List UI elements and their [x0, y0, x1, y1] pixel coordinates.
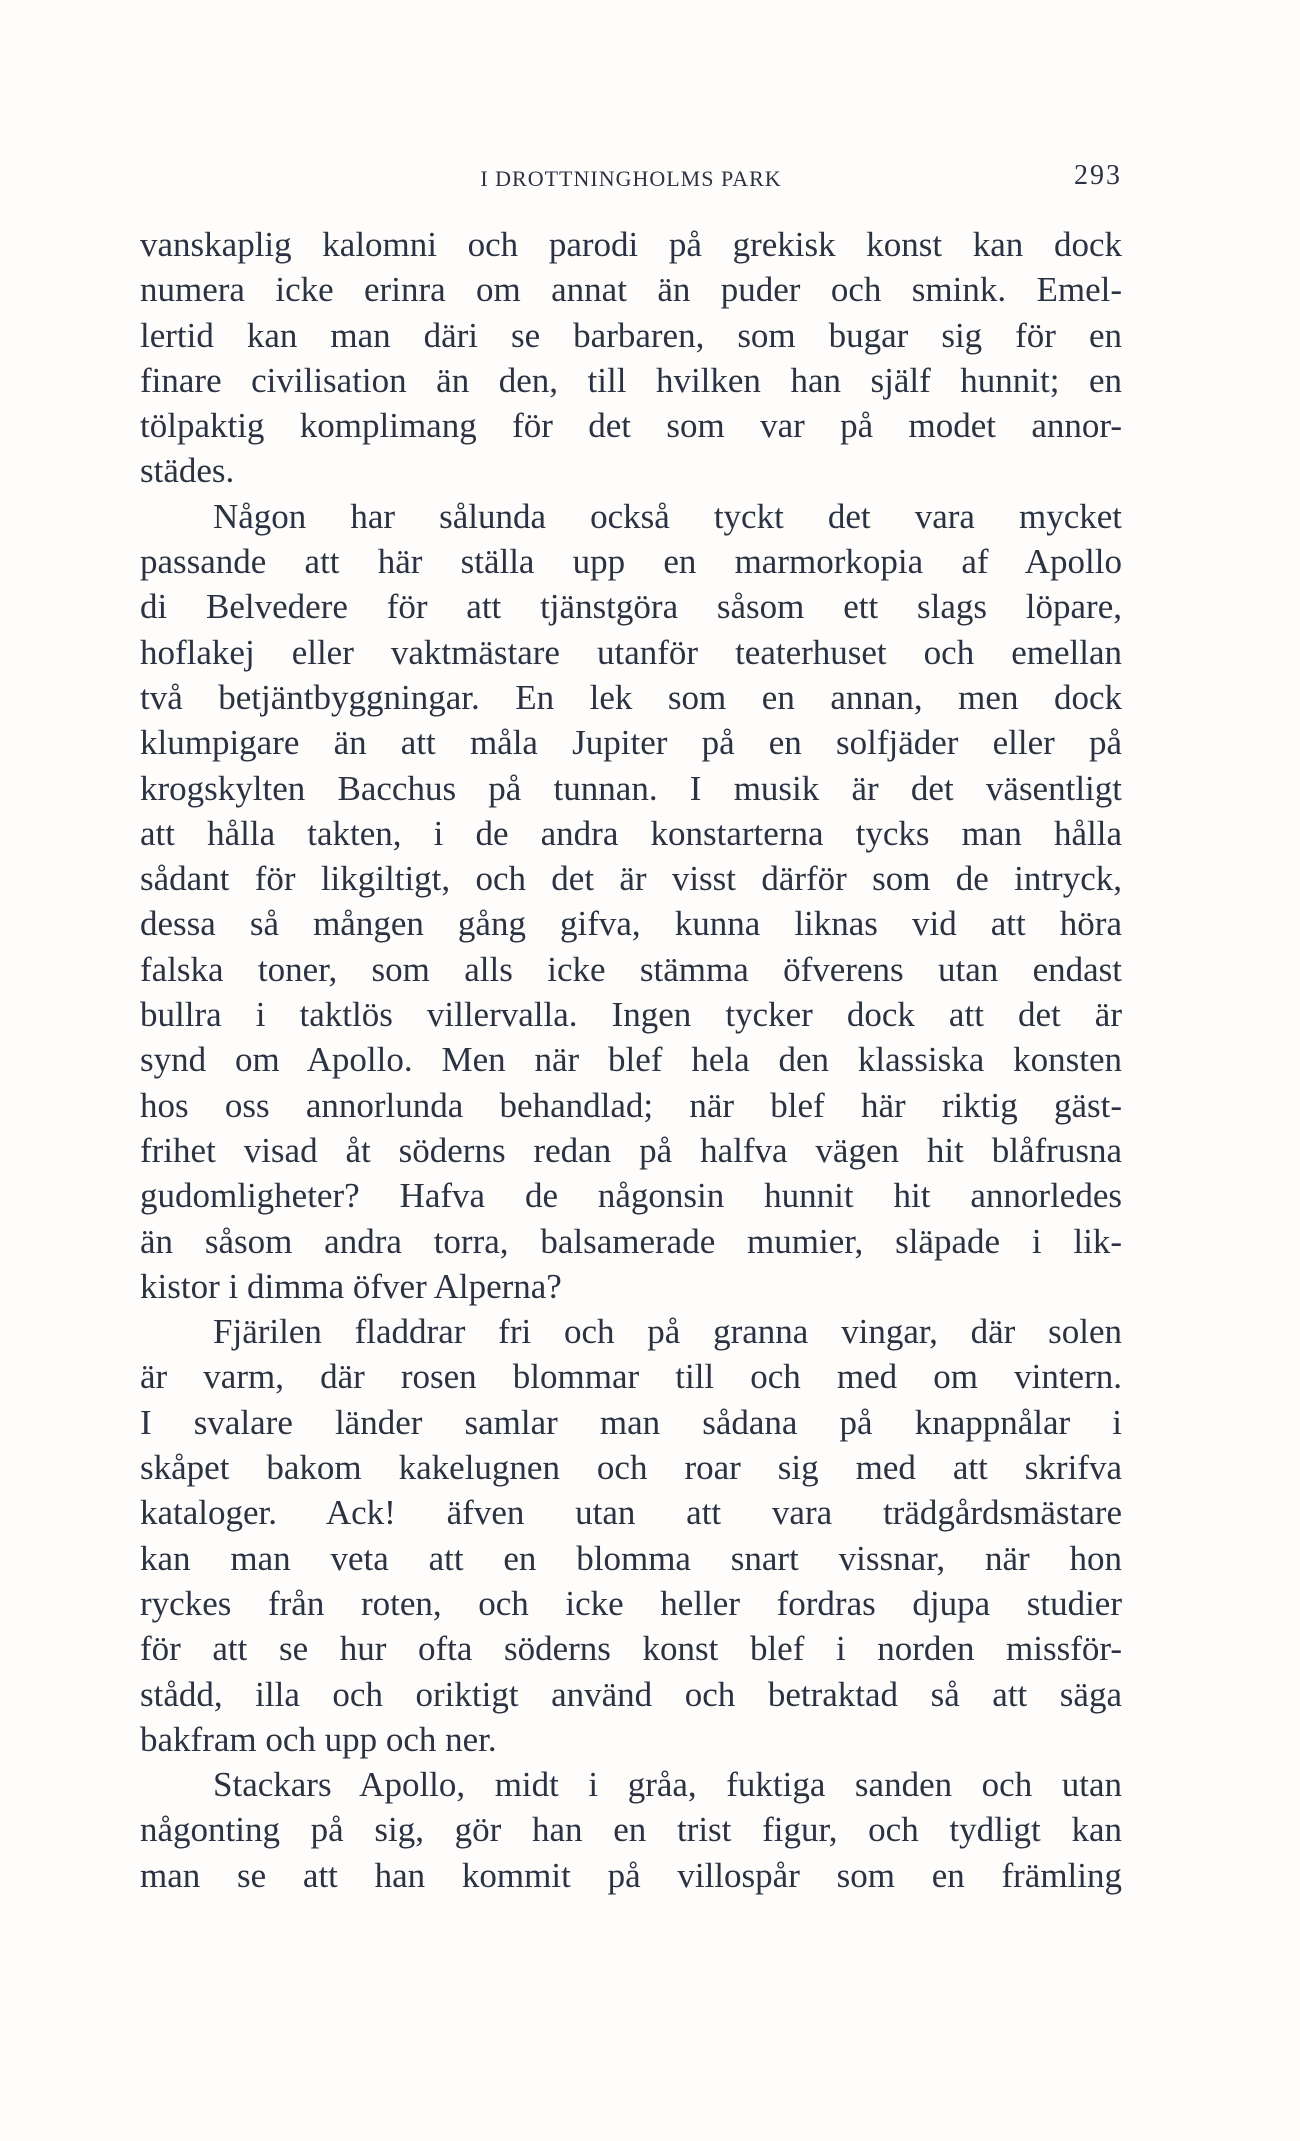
text-line: falska toner, som alls icke stämma öfverens utan endast: [140, 949, 1122, 989]
running-title: I DROTTNINGHOLMS PARK: [480, 166, 782, 191]
text-line: hos oss annorlunda behandlad; när blef här riktig gäst-: [140, 1085, 1122, 1125]
text-line: städes.: [140, 451, 235, 491]
text-line: numera icke erinra om annat än puder och smink. Emel-: [140, 270, 1122, 310]
text-line: finare civilisation än den, till hvilken han själf hunnit; en: [140, 360, 1122, 400]
text-line: än såsom andra torra, balsamerade mumier, släpade i lik-: [140, 1221, 1122, 1261]
text-line: dessa så mången gång gifva, kunna liknas vid att höra: [140, 904, 1122, 944]
page-number: 293: [1074, 160, 1122, 191]
text-line: synd om Apollo. Men när blef hela den klassiska konsten: [140, 1040, 1122, 1080]
text-line: passande att här ställa upp en marmorkopia af Apollo: [140, 542, 1122, 582]
text-line: di Belvedere för att tjänstgöra såsom ett slags löpare,: [140, 587, 1122, 627]
text-line: för att se hur ofta söderns konst blef i norden missför-: [140, 1629, 1122, 1669]
text-line: lertid kan man däri se barbaren, som bugar sig för en: [140, 315, 1122, 355]
text-line: Någon har sålunda också tyckt det vara mycket: [213, 496, 1122, 536]
text-line: kataloger. Ack! äfven utan att vara trädgårdsmästare: [140, 1493, 1122, 1533]
body-text: [140, 222, 1122, 1898]
text-line: Stackars Apollo, midt i gråa, fuktiga sanden och utan: [213, 1765, 1122, 1805]
text-line: klumpigare än att måla Jupiter på en solfjäder eller på: [140, 723, 1122, 763]
text-line: tölpaktig komplimang för det som var på modet annor-: [140, 406, 1122, 446]
text-line: I svalare länder samlar man sådana på knappnålar i: [140, 1402, 1122, 1442]
text-line: bakfram och upp och ner.: [140, 1719, 497, 1759]
text-line: kistor i dimma öfver Alperna?: [140, 1266, 562, 1306]
text-line: hoflakej eller vaktmästare utanför teaterhuset och emellan: [140, 632, 1122, 672]
text-line: gudomligheter? Hafva de någonsin hunnit hit annorledes: [140, 1176, 1122, 1216]
text-line: vanskaplig kalomni och parodi på grekisk konst kan dock: [140, 225, 1122, 264]
text-line: någonting på sig, gör han en trist figur, och tydligt kan: [140, 1810, 1122, 1850]
text-line: skåpet bakom kakelugnen och roar sig med att skrifva: [140, 1448, 1122, 1488]
text-line: är varm, där rosen blommar till och med om vintern.: [140, 1357, 1122, 1397]
text-line: sådant för likgiltigt, och det är visst därför som de intryck,: [140, 859, 1122, 899]
text-line: stådd, illa och oriktigt använd och betraktad så att säga: [140, 1674, 1122, 1714]
text-line: att hålla takten, i de andra konstarterna tycks man hålla: [140, 813, 1122, 853]
text-line: bullra i taktlös villervalla. Ingen tycker dock att det är: [140, 995, 1122, 1035]
text-line: två betjäntbyggningar. En lek som en annan, men dock: [140, 677, 1122, 717]
text-line: ryckes från roten, och icke heller fordras djupa studier: [140, 1583, 1122, 1623]
text-line: man se att han kommit på villospår som en främling: [140, 1855, 1122, 1895]
text-line: krogskylten Bacchus på tunnan. I musik är det väsentligt: [140, 768, 1122, 808]
text-line: kan man veta att en blomma snart vissnar, när hon: [140, 1538, 1122, 1578]
text-line: frihet visad åt söderns redan på halfva vägen hit blåfrusna: [140, 1130, 1122, 1170]
running-header: [140, 160, 1122, 200]
text-line: Fjärilen fladdrar fri och på granna vingar, där solen: [213, 1312, 1122, 1352]
